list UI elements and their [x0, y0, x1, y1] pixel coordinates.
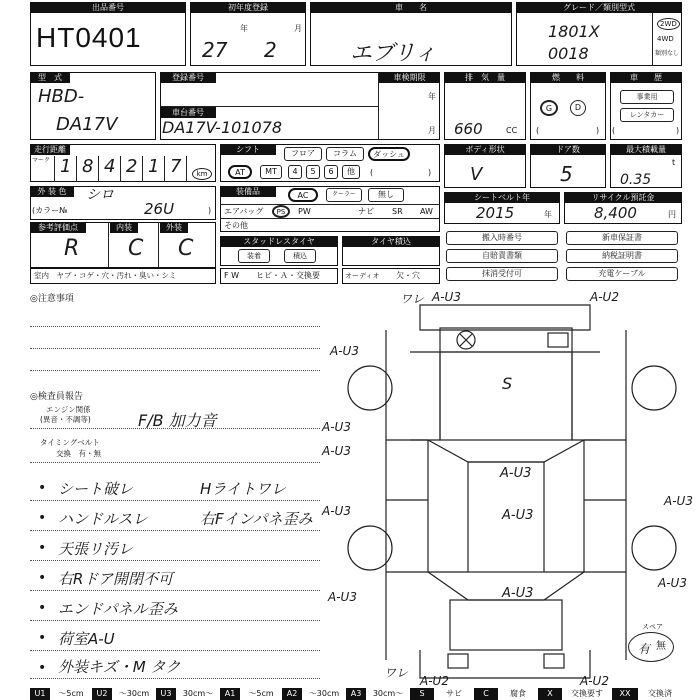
body-label: ボディ形状 [444, 144, 526, 155]
legend-xx-desc: 交換済 [648, 689, 672, 698]
fuel-label: 燃 料 [530, 72, 606, 83]
doors-value: 5 [560, 162, 573, 186]
note-item-4: 右Rドア開閉不可 [58, 570, 173, 588]
chassis-label: 車台番号 [160, 107, 216, 118]
spare-circle [628, 632, 674, 662]
seatbelt-value: 2015 [476, 204, 515, 222]
history-business: 事業用 [620, 90, 674, 104]
mileage-digit-3: 4 [104, 156, 116, 177]
audio-text: 欠・穴 [396, 271, 420, 280]
drive-2wd: 2WD [657, 18, 680, 30]
legend-c-desc: 腐食 [510, 689, 526, 698]
first-reg-month: 2 [264, 38, 277, 62]
recycle-value: 8,400 [594, 204, 637, 222]
legend-xx: XX [612, 688, 638, 700]
lot-label: 出品番号 [30, 2, 186, 13]
legend-s: S [410, 688, 434, 700]
model-line1: HBD- [38, 86, 85, 107]
legend-x: X [538, 688, 562, 700]
note-item-5: エンドパネル歪み [58, 600, 178, 618]
shift-label: シフト [220, 144, 276, 155]
legend-a1-desc: ～5cm [248, 689, 274, 698]
legend-u1-desc: ～5cm [58, 689, 84, 698]
grade-line1: 1801X [548, 22, 600, 41]
diagram-body-center [428, 440, 584, 462]
studless-fitted: 装着 [238, 249, 270, 263]
equip-sr: SR [392, 207, 403, 216]
doc-charge-cable: 充電ケーブル [566, 267, 678, 281]
exterior-label: 外装 [160, 222, 188, 233]
legend-x-desc: 交換要す [571, 689, 603, 698]
wheel-front-right [632, 366, 676, 410]
car-name: エブリィ [350, 41, 437, 66]
recycle-label: リサイクル預託金 [564, 192, 682, 203]
drive-none: 類別なし [655, 50, 680, 57]
mark-left-au3-4: A-U3 [322, 504, 351, 518]
equip-aw: AW [420, 207, 433, 216]
equip-ac: AC [288, 188, 318, 202]
mileage-unit: km [192, 168, 212, 180]
mark-left-au3-3: A-U3 [322, 444, 351, 458]
mark-center-au3-2: A-U3 [502, 508, 534, 523]
grade-line2: 0018 [548, 44, 589, 63]
insp-month-unit: 月 [428, 126, 436, 135]
timing-label: タイミングベルト [40, 438, 100, 447]
legend-a2-desc: ～30cm [308, 689, 340, 698]
rear-lamp-right [544, 654, 564, 668]
capacity-value: 0.35 [620, 172, 652, 188]
car-name-label: 車 名 [310, 2, 512, 13]
interior-notes: 室内 ヤブ・コゲ・穴・汚れ・臭い・シミ [34, 271, 177, 280]
side-note-1: Hライトワレ [200, 480, 286, 498]
interior-value: C [128, 236, 144, 261]
doc-insurance: 自賠責書類 [446, 249, 558, 263]
spare-no: 無 [656, 641, 666, 652]
mark-rear-au3: A-U3 [502, 586, 534, 601]
legend-s-desc: サビ [446, 689, 462, 698]
audio-label: オーディオ [345, 272, 380, 280]
inspector-label: ◎検査員報告 [30, 392, 83, 402]
seatbelt-year-unit: 年 [544, 210, 552, 219]
reg-no-label: 登録番号 [160, 72, 216, 83]
spare-yes: 有 [638, 642, 651, 656]
mileage-label: 走行距離 [30, 144, 70, 155]
note-item-2: ハンドルスレ [58, 510, 148, 528]
inspection-label: 車検期限 [379, 72, 440, 83]
equip-other: その他 [224, 221, 248, 230]
grade-label: グレード／類別型式 [516, 2, 682, 13]
caution-label: ◎注意事項 [30, 294, 74, 304]
model-line2: DA17V [56, 114, 118, 135]
engine-note: F/B 加力音 [138, 411, 217, 430]
shift-other: 他 [342, 165, 360, 179]
mileage-digit-1: 1 [60, 156, 72, 177]
mark-left-au3-5: A-U3 [328, 590, 357, 604]
spare-label: スペア [642, 623, 663, 631]
mark-top-au2: A-U2 [590, 290, 619, 304]
equip-cooler: クーラー [326, 188, 362, 202]
body-value: V [470, 164, 483, 185]
history-rental: レンタカー [620, 108, 674, 122]
drive-4wd: 4WD [657, 35, 674, 43]
model-label: 型 式 [30, 72, 70, 83]
legend-u3-desc: 30cm～ [182, 689, 214, 698]
history-label: 車 歴 [610, 72, 682, 83]
mark-left-au3-1: A-U3 [330, 344, 359, 358]
capacity-label: 最大積載量 [610, 144, 682, 155]
score-value: R [64, 236, 80, 261]
equip-navi: ナビ [358, 207, 374, 216]
mileage-digit-5: 1 [148, 156, 160, 177]
diagram-windshield [440, 328, 572, 352]
legend-a2: A2 [282, 688, 302, 700]
doc-tax: 納税証明書 [566, 249, 678, 263]
equip-label: 装備品 [220, 186, 276, 197]
fuel-d: D [570, 100, 586, 116]
displacement-label: 排 気 量 [444, 72, 526, 83]
first-reg-year: 27 [202, 38, 228, 62]
mark-bottom-au2-2: A-U2 [580, 674, 609, 688]
mark-right-au3-2: A-U3 [658, 576, 687, 590]
score-label: 参考評価点 [30, 222, 86, 233]
shift-at: AT [228, 165, 252, 179]
equip-pw: PW [298, 207, 311, 216]
mark-bottom-crack: ワレ [384, 666, 409, 680]
studless-loaded: 積込 [284, 249, 316, 263]
mileage-digit-2: 8 [82, 156, 94, 177]
color-label: 外 装 色 [30, 186, 74, 197]
mark-bottom-au2-1: A-U2 [420, 674, 449, 688]
color-value: シロ [86, 187, 114, 203]
front-lamp [548, 333, 568, 347]
mark-left-au3-2: A-U3 [322, 420, 351, 434]
shift-column: コラム [326, 147, 364, 161]
diagram-hood [410, 352, 440, 440]
doc-warranty: 新車保証書 [566, 231, 678, 245]
legend-u3: U3 [156, 688, 176, 700]
wheel-rear-right [632, 526, 676, 570]
insp-year-unit: 年 [428, 92, 436, 101]
mark-right-au3-1: A-U3 [664, 494, 693, 508]
shift-mt: MT [260, 165, 282, 179]
year-unit: 年 [240, 24, 248, 33]
note-item-6: 荷室A-U [58, 630, 115, 648]
note-item-7: 外装キズ・M タク [58, 658, 181, 676]
doors-label: ドア数 [530, 144, 606, 155]
legend-a1: A1 [220, 688, 240, 700]
shift-6: 6 [324, 165, 338, 179]
rear-lamp-left [448, 654, 468, 668]
shift-4: 4 [288, 165, 302, 179]
legend-u1: U1 [30, 688, 50, 700]
shift-5: 5 [306, 165, 320, 179]
mark-center-au3-1: A-U3 [500, 466, 532, 481]
note-item-3: 天張リ汚レ [58, 540, 134, 558]
engine-sub: (異音・不調等) [40, 415, 91, 424]
tire-label: タイヤ積込 [342, 236, 440, 247]
mark-top-au3: A-U3 [432, 290, 461, 304]
first-reg-label: 初年度登録 [190, 2, 306, 13]
legend-a3-desc: 30cm～ [372, 689, 404, 698]
mark-roof-s: S [502, 374, 513, 393]
fw-text: ヒビ・Ａ・交換要 [256, 271, 320, 280]
side-note-2: 右Fインパネ歪み [200, 510, 313, 528]
month-unit: 月 [294, 24, 302, 33]
fuel-g: G [540, 100, 558, 116]
doc-arrival-tag: 搬入時番号 [446, 231, 558, 245]
mark-top-crack: ワレ [400, 292, 425, 306]
cc-unit: CC [506, 126, 518, 135]
diagram-roof [440, 352, 572, 440]
mileage-digit-6: 7 [170, 156, 182, 177]
yen-unit: 円 [668, 210, 676, 219]
equip-ps: PS [272, 205, 290, 218]
displacement-value: 660 [454, 120, 483, 138]
legend-a3: A3 [346, 688, 366, 700]
color-no-label: (カラー№ [32, 206, 68, 215]
capacity-unit: t [672, 158, 676, 167]
note-item-1: シート破レ [58, 480, 134, 498]
shift-dash: ダッシュ [368, 147, 410, 161]
studless-label: スタッドレスタイヤ [220, 236, 338, 247]
legend-c: C [474, 688, 498, 700]
legend-u2-desc: ～30cm [118, 689, 150, 698]
diagram-rear-door [450, 600, 562, 650]
legend-u2: U2 [92, 688, 112, 700]
timing-sub: 交換 有・無 [56, 449, 101, 458]
diagram-front-outline [420, 305, 590, 330]
chassis-value: DA17V-101078 [162, 118, 283, 137]
engine-label: エンジン関係 [46, 405, 91, 414]
color-no-value: 26U [144, 200, 175, 218]
shift-floor: フロア [284, 147, 322, 161]
mileage-digit-4: 2 [126, 156, 138, 177]
equip-none: 無し [368, 188, 404, 202]
seatbelt-label: シートベルト年 [444, 192, 560, 203]
interior-label: 内装 [110, 222, 138, 233]
lot-number: HT0401 [36, 22, 142, 53]
fw-label: F W [224, 271, 240, 280]
exterior-value: C [178, 236, 194, 261]
doc-cancel: 抹消受付可 [446, 267, 558, 281]
equip-airbag: エアバッグ [224, 207, 264, 216]
